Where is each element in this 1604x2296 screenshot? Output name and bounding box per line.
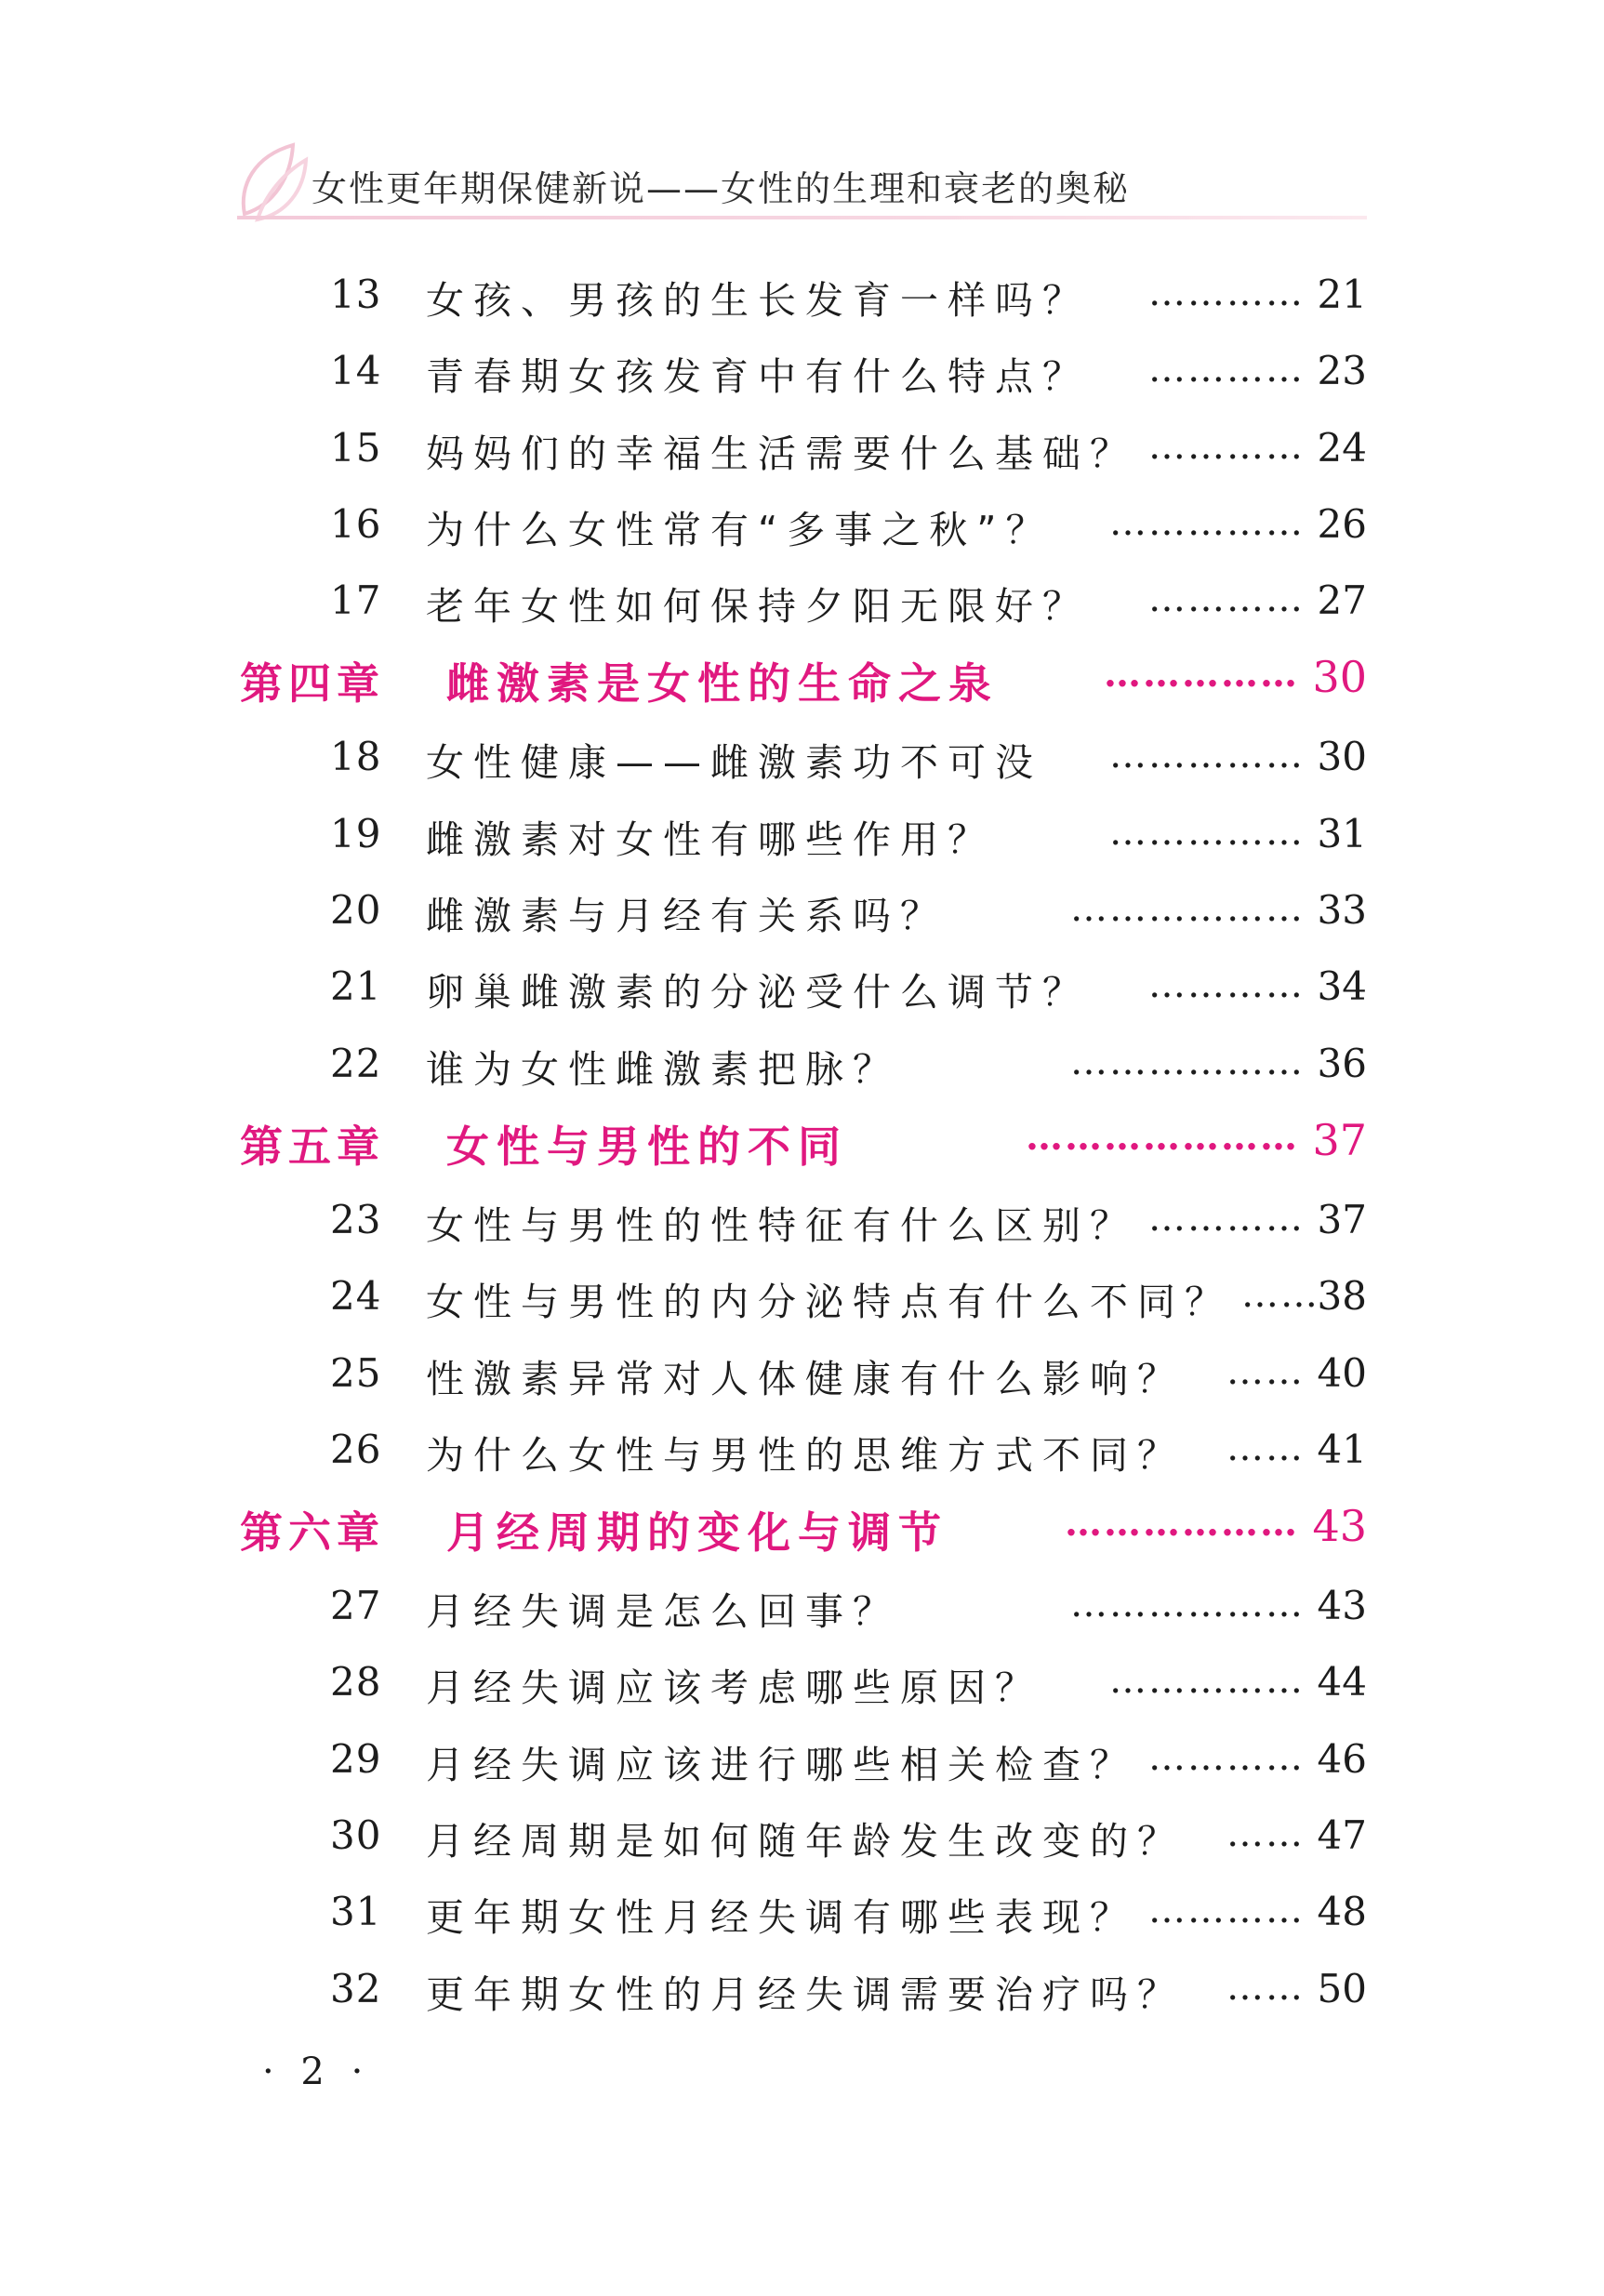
entry-page-number: 33 xyxy=(1317,887,1367,934)
entry-title: 雌激素与月经有关系吗？ xyxy=(426,894,948,939)
leader-dots: …………… xyxy=(1109,500,1305,544)
chapter-title: 月经周期的变化与调节 xyxy=(446,1507,948,1559)
entry-number: 14 xyxy=(330,348,382,394)
entry-title: 卵巢雌激素的分泌受什么调节？ xyxy=(426,970,1090,1015)
entry-number: 16 xyxy=(330,500,382,547)
leader-dots: …………… xyxy=(1109,734,1305,777)
entry-page-number: 26 xyxy=(1317,500,1367,547)
entry-title: 更年期女性月经失调有哪些表现？ xyxy=(426,1895,1137,1941)
entry-title: 青春期女孩发育中有什么特点？ xyxy=(426,354,1090,400)
leader-dots: …………… xyxy=(1104,652,1299,697)
entry-page-number: 34 xyxy=(1317,963,1367,1010)
leader-dots: ………… xyxy=(1148,577,1305,621)
toc-entry[interactable] xyxy=(0,492,1604,568)
toc-entry[interactable] xyxy=(0,1650,1604,1726)
entry-number: 21 xyxy=(330,963,382,1010)
entry-page-number: 37 xyxy=(1317,1196,1367,1242)
leader-dots: ………… xyxy=(1148,348,1305,392)
entry-number: 28 xyxy=(330,1659,382,1705)
chapter-title: 女性与男性的不同 xyxy=(446,1121,848,1172)
toc-chapter[interactable] xyxy=(0,1493,1604,1573)
entry-title: 为什么女性常有“多事之秋”？ xyxy=(426,507,1054,552)
leader-dots: ………… xyxy=(1148,1735,1305,1779)
entry-page-number: 44 xyxy=(1317,1659,1367,1705)
leader-dots: ……………… xyxy=(1070,887,1305,931)
entry-page-number: 48 xyxy=(1317,1889,1367,1935)
entry-page-number: 24 xyxy=(1317,424,1367,471)
chapter-page-number: 37 xyxy=(1312,1114,1367,1165)
entry-page-number: 50 xyxy=(1317,1965,1367,2011)
toc-entry[interactable] xyxy=(0,338,1604,415)
leader-dots: ………… xyxy=(1148,272,1305,314)
entry-page-number: 41 xyxy=(1317,1426,1367,1472)
entry-title: 性激素异常对人体健康有什么影响？ xyxy=(426,1356,1185,1401)
chapter-title: 雌激素是女性的生命之泉 xyxy=(446,658,999,710)
entry-number: 18 xyxy=(330,734,382,780)
entry-title: 妈妈们的幸福生活需要什么基础？ xyxy=(426,431,1137,476)
entry-number: 27 xyxy=(330,1583,382,1629)
leader-dots: …… xyxy=(1226,1426,1305,1469)
entry-title: 月经周期是如何随年龄发生改变的？ xyxy=(426,1819,1185,1865)
entry-page-number: 30 xyxy=(1317,734,1367,780)
entry-number: 20 xyxy=(330,887,382,934)
toc-entry[interactable] xyxy=(0,416,1604,492)
leader-dots: ……………… xyxy=(1070,1040,1305,1083)
running-header xyxy=(237,139,1367,228)
entry-number: 15 xyxy=(330,424,382,471)
toc-entry[interactable] xyxy=(0,1031,1604,1108)
chapter-label: 第六章 xyxy=(240,1507,385,1559)
toc-entry[interactable] xyxy=(0,1803,1604,1879)
entry-title: 更年期女性的月经失调需要治疗吗？ xyxy=(426,1971,1185,2017)
toc-entry[interactable] xyxy=(0,1879,1604,1956)
toc-entry[interactable] xyxy=(0,724,1604,801)
entry-number: 32 xyxy=(330,1965,382,2011)
entry-page-number: 23 xyxy=(1317,348,1367,394)
entry-number: 26 xyxy=(330,1426,382,1472)
entry-page-number: 46 xyxy=(1317,1735,1367,1782)
entry-page-number: 27 xyxy=(1317,577,1367,624)
chapter-page-number: 30 xyxy=(1312,652,1367,703)
leader-dots: ………… xyxy=(1148,963,1305,1007)
toc-entry[interactable] xyxy=(0,1417,1604,1493)
entry-page-number: 38 xyxy=(1317,1273,1367,1320)
entry-page-number: 36 xyxy=(1317,1040,1367,1086)
entry-number: 19 xyxy=(330,810,382,856)
entry-page-number: 31 xyxy=(1317,810,1367,856)
entry-title: 女性健康——雌激素功不可没 xyxy=(426,740,1042,786)
entry-number: 29 xyxy=(330,1735,382,1782)
chapter-label: 第四章 xyxy=(240,658,385,710)
entry-page-number: 40 xyxy=(1317,1349,1367,1396)
chapter-label: 第五章 xyxy=(240,1121,385,1172)
leader-dots: ………… xyxy=(1148,424,1305,468)
entry-title: 月经失调应该进行哪些相关检查？ xyxy=(426,1742,1137,1787)
toc-entry[interactable] xyxy=(0,1341,1604,1417)
toc-entry[interactable] xyxy=(0,802,1604,878)
leader-dots: …………… xyxy=(1109,810,1305,854)
header-rule xyxy=(237,216,1367,219)
leader-dots: …… xyxy=(1226,1349,1305,1393)
toc-entry[interactable] xyxy=(0,1727,1604,1803)
book-title: 女性更年期保健新说——女性的生理和衰老的奥秘 xyxy=(312,168,1131,209)
entry-number: 17 xyxy=(330,577,382,624)
entry-title: 月经失调应该考虑哪些原因？ xyxy=(426,1666,1042,1711)
leader-dots: …………… xyxy=(1109,1659,1305,1703)
toc-entry[interactable] xyxy=(0,878,1604,954)
entry-page-number: 43 xyxy=(1317,1583,1367,1629)
entry-number: 23 xyxy=(330,1196,382,1242)
entry-page-number: 21 xyxy=(1317,272,1367,317)
entry-title: 女性与男性的内分泌特点有什么不同？ xyxy=(426,1280,1232,1325)
leader-dots: ………… xyxy=(1148,1889,1305,1932)
leader-dots: ………………… xyxy=(1026,1114,1299,1159)
entry-title: 女性与男性的性特征有什么区别？ xyxy=(426,1202,1137,1248)
entry-title: 雌激素对女性有哪些作用？ xyxy=(426,816,995,862)
leader-dots: ………… xyxy=(1148,1196,1305,1240)
toc-entry[interactable] xyxy=(0,1957,1604,2033)
leaf-icon xyxy=(237,139,312,223)
entry-number: 13 xyxy=(330,272,382,317)
toc-entry[interactable] xyxy=(0,954,1604,1030)
leader-dots: ……………… xyxy=(1070,1583,1305,1626)
entry-number: 22 xyxy=(330,1040,382,1086)
entry-number: 30 xyxy=(330,1812,382,1859)
toc-chapter[interactable] xyxy=(0,644,1604,724)
toc-chapter[interactable] xyxy=(0,1108,1604,1188)
entry-title: 为什么女性与男性的思维方式不同？ xyxy=(426,1432,1185,1478)
table-of-contents xyxy=(0,262,1604,2033)
entry-number: 25 xyxy=(330,1349,382,1396)
entry-title: 谁为女性雌激素把脉？ xyxy=(426,1046,900,1092)
toc-entry[interactable] xyxy=(0,1264,1604,1340)
entry-page-number: 47 xyxy=(1317,1812,1367,1859)
leader-dots: …… xyxy=(1241,1273,1319,1317)
toc-entry[interactable] xyxy=(0,1188,1604,1264)
chapter-page-number: 43 xyxy=(1312,1501,1367,1552)
leader-dots: …… xyxy=(1226,1812,1305,1856)
page-number: · 2 · xyxy=(262,2050,371,2093)
toc-entry[interactable] xyxy=(0,568,1604,644)
entry-number: 24 xyxy=(330,1273,382,1320)
entry-title: 女孩、男孩的生长发育一样吗？ xyxy=(426,278,1090,323)
toc-entry[interactable] xyxy=(0,262,1604,338)
toc-entry[interactable] xyxy=(0,1573,1604,1650)
entry-title: 老年女性如何保持夕阳无限好？ xyxy=(426,584,1090,630)
entry-number: 31 xyxy=(330,1889,382,1935)
leader-dots: …… xyxy=(1226,1965,1305,2009)
entry-title: 月经失调是怎么回事？ xyxy=(426,1589,900,1635)
leader-dots: ……………… xyxy=(1065,1501,1299,1546)
